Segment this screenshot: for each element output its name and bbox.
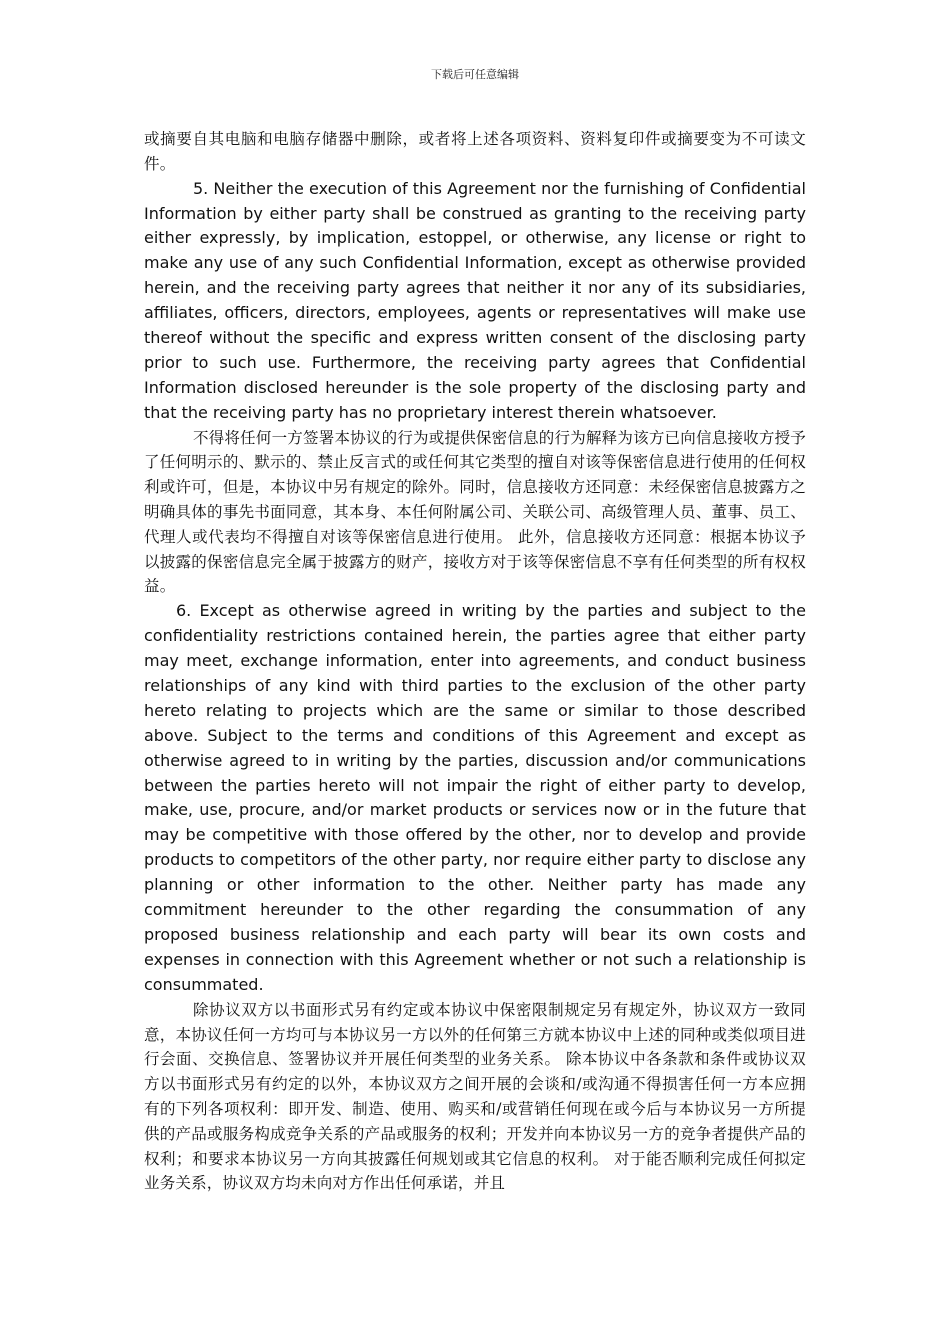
- page-header: 下载后可任意编辑: [431, 68, 519, 81]
- document-body: [144, 127, 806, 1196]
- paragraph-cn-1: 或摘要自其电脑和电脑存储器中删除，或者将上述各项资料、资料复印件或摘要变为不可读文件。: [144, 130, 806, 173]
- paragraph-en-clause-5: 5. Neither the execution of this Agreement nor the furnishing of Confidential Information by either party shall be construed as granting to the receiving party either expressly, by implication, estoppel, or otherwise, any license or right to make any use of any such Confidential Information, except as otherwise provided herein, and the receiving party agrees that neither it nor any of its subsidiaries, affiliates, officers, directors, employees, agents or representatives will make use thereof without the specific and express written consent of the disclosing party prior to such use. Furthermore, the receiving party agrees that Confidential Information disclosed hereunder is the sole property of the disclosing party and that the receiving party has no proprietary interest therein whatsoever.: [144, 178, 806, 422]
- paragraph-en-clause-6: 6. Except as otherwise agreed in writing by the parties and subject to the confidentiality restrictions contained herein, the parties agree that either party may meet, exchange information, enter into agreements, and conduct business relationships of any kind with third parties to the exclusion of the other party hereto relating to projects which are the same or similar to those described above. Subject to the terms and conditions of this Agreement and except as otherwise agreed to in writing by the parties, discussion and/or communications between the parties hereto will not impair the right of either party to develop, make, use, procure, and/or market products or services now or in the future that may be competitive with those offered by the other, nor to develop and provide products to competitors of the other party, nor require either party to disclose any planning or other information to the other. Neither party has made any commitment hereunder to the other regarding the consummation of any proposed business relationship and each party will bear its own costs and expenses in connection with this Agreement whether or not such a relationship is consummated.: [144, 601, 807, 994]
- paragraph-cn-clause-5: 不得将任何一方签署本协议的行为或提供保密信息的行为解释为该方已向信息接收方授予了任何明示的、默示的、禁止反言式的或任何其它类型的擅自对该等保密信息进行使用的任何权利或许可，但是，本协议中另有规定的除外。同时，信息接收方还同意：未经保密信息披露方之明确具体的事先书面同意，其本身、本任何附属公司、关联公司、高级管理人员、董事、员工、代理人或代表均不得擅自对该等保密信息进行使用。 此外，信息接收方还同意：根据本协议予以披露的保密信息完全属于披露方的财产，接收方对于该等保密信息不享有任何类型的所有权权益。: [144, 428, 806, 596]
- paragraph-cn-clause-6: 除协议双方以书面形式另有约定或本协议中保密限制规定另有规定外，协议双方一致同意，本协议任何一方均可与本协议另一方以外的任何第三方就本协议中上述的同种或类似项目进行会面、交换信息、签署协议并开展任何类型的业务关系。 除本协议中各条款和条件或协议双方以书面形式另有约定的以外，本协议双方之间开展的会谈和/或沟通不得损害任何一方本应拥有的下列各项权利：即开发、制造、使用、购买和/或营销任何现在或今后与本协议另一方所提供的产品或服务构成竞争关系的产品或服务的权利；开发并向本协议另一方的竞争者提供产品的权利；和要求本协议另一方向其披露任何规划或其它信息的权利。 对于能否顺利完成任何拟定业务关系，协议双方均未向对方作出任何承诺，并且: [144, 1000, 806, 1193]
